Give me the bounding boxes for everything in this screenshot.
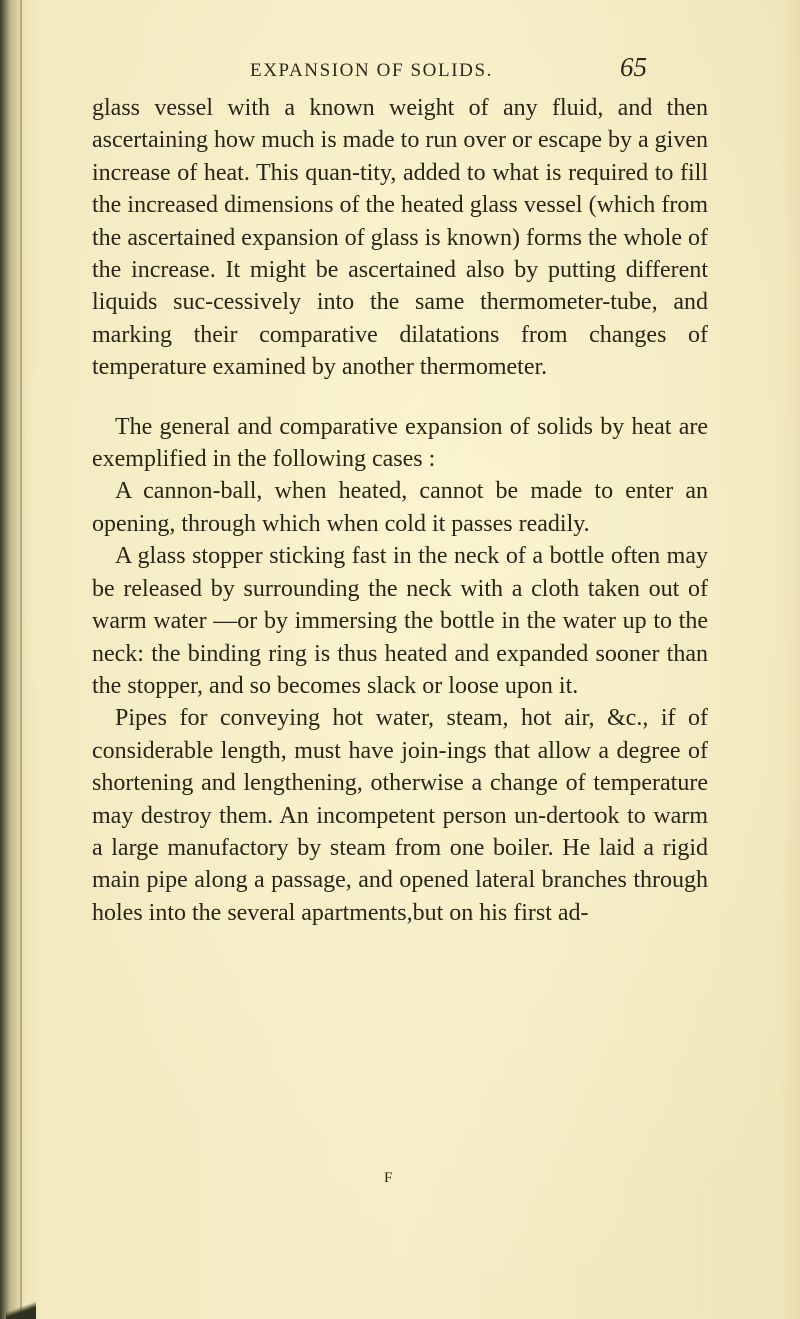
paragraph-glass-stopper: A glass stopper sticking fast in the neck of a bottle often may be released by surrounding the neck with a cloth taken out of warm water —or by immersing the bottle in the water up to the neck: the binding ring is thus heated and expanded sooner than the stopper, and so becomes slack or loose upon it. [92, 543, 708, 699]
signature-mark: F [384, 1170, 394, 1186]
page-corner-shadow [6, 1300, 36, 1319]
paragraph-continuation: glass vessel with a known weight of any fluid, and then ascertaining how much is made to run over or escape by a given increase of heat. This quan-tity, added to what is required to fill the increased dimensions of the heated glass vessel (which from the ascertained expansion of glass is known) forms the whole of the increase. It might be ascertained also by putting different liquids suc-cessively into the same thermometer-tube, and marking their comparative dilatations from changes of temperature examined by another thermometer. [92, 95, 708, 381]
paragraph-intro: The general and comparative expansion of solids by heat are exemplified in the following cases : [92, 413, 708, 473]
paragraph-pipes: Pipes for conveying hot water, steam, hot air, &c., if of considerable length, must have join-ings that allow a degree of shortening and lengthening, otherwise a change of temperature may destroy them. An incompetent person un-dertook to warm a large manufactory by steam from one boiler. He laid a rigid main pipe along a passage, and opened lateral branches through holes into the several apartments,but on his first ad- [92, 705, 708, 926]
body-text [92, 92, 708, 929]
gutter-line [20, 0, 22, 1319]
running-head: EXPANSION OF SOLIDS. [250, 60, 493, 81]
paragraph-cannon-ball: A cannon-ball, when heated, cannot be made to enter an opening, through which when cold it passes readily. [92, 478, 708, 537]
page-number: 65 [620, 52, 647, 82]
book-spine-shadow [0, 0, 26, 1319]
